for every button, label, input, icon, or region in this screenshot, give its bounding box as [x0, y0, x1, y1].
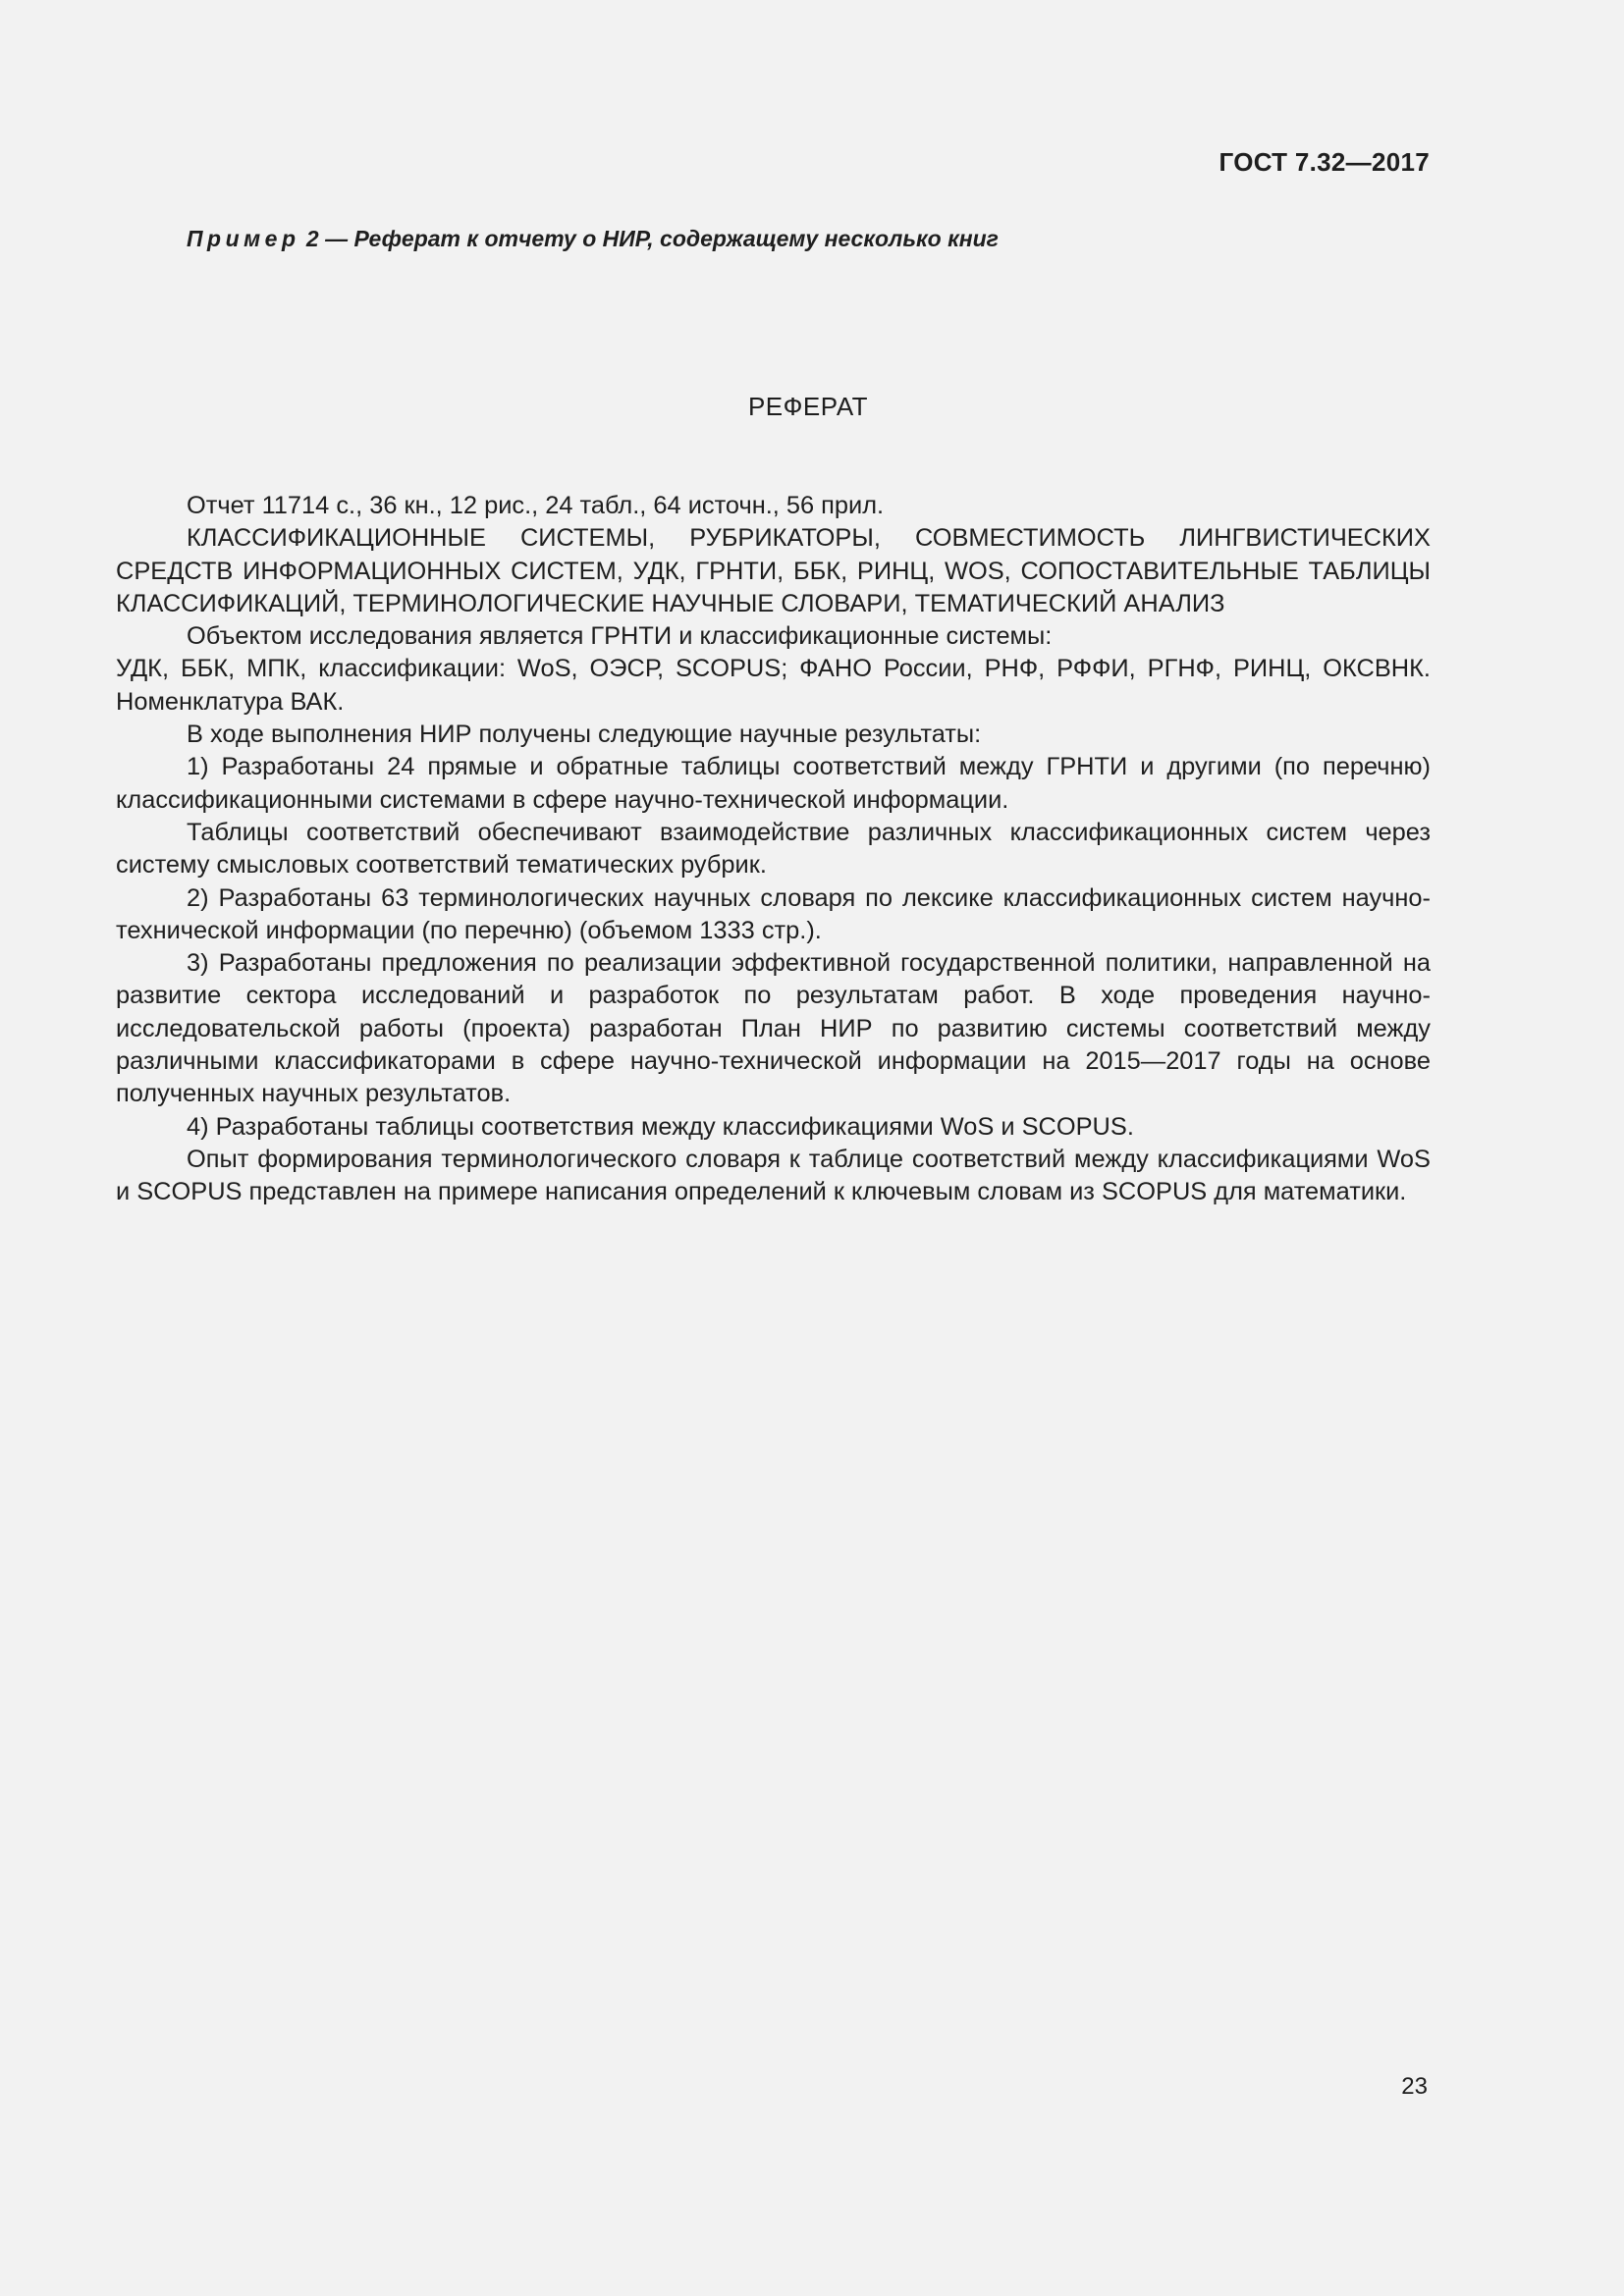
result-4-paragraph: 4) Разработаны таблицы соответствия между классификациями WoS и SCOPUS. [187, 1112, 1134, 1141]
abstract-body [116, 490, 1431, 1209]
tables-paragraph: Таблицы соответствий обеспечивают взаимодействие различных классификационных систем через систему смысловых соответствий тематических рубрик. [116, 818, 1431, 880]
keywords-paragraph: КЛАССИФИКАЦИОННЫЕ СИСТЕМЫ, РУБРИКАТОРЫ, СОВМЕСТИМОСТЬ ЛИНГВИСТИЧЕСКИХ СРЕДСТВ ИНФОРМАЦИОННЫХ СИСТЕМ, УДК, ГРНТИ, ББК, РИНЦ, WOS, СОПОСТАВИТЕЛЬНЫЕ ТАБЛИЦЫ КЛАССИФИКАЦИЙ, ТЕРМИНОЛОГИЧЕСКИЕ НАУЧНЫЕ СЛОВАРИ, ТЕМАТИЧЕСКИЙ АНАЛИЗ [116, 524, 1431, 617]
example-text: 2 — Реферат к отчету о НИР, содержащему несколько книг [299, 226, 999, 251]
example-caption [187, 226, 999, 252]
classification-list-paragraph: УДК, ББК, МПК, классификации: WoS, ОЭСР, SCOPUS; ФАНО России, РНФ, РФФИ, РГНФ, РИНЦ, ОКСВНК. Номенклатура ВАК. [116, 655, 1431, 716]
result-1-paragraph: 1) Разработаны 24 прямые и обратные таблицы соответствий между ГРНТИ и другими (по перечню) классификационными системами в сфере научно-технической информации. [116, 753, 1431, 814]
example-label: Пример [187, 226, 300, 251]
abstract-title: РЕФЕРАТ [747, 392, 869, 421]
research-object-paragraph: Объектом исследования является ГРНТИ и классификационные системы: [187, 622, 1053, 651]
report-volume-line: Отчет 11714 с., 36 кн., 12 рис., 24 табл., 64 источн., 56 прил. [187, 492, 885, 519]
page-number: 23 [1401, 2073, 1428, 2100]
results-intro-paragraph: В ходе выполнения НИР получены следующие научные результаты: [187, 721, 982, 749]
result-3-paragraph: 3) Разработаны предложения по реализации эффективной государственной политики, направленной на развитие сектора исследований и разработок по результатам работ. В ходе проведения научно-исследовательской работы (проекта) разработан План НИР по развитию системы соответствий между различными классификаторами в сфере научно-технической информации на 2015—2017 годы на основе полученных научных результатов. [116, 949, 1431, 1108]
experience-paragraph: Опыт формирования терминологического словаря к таблице соответствий между классификациями WoS и SCOPUS представлен на примере написания определений к ключевым словам из SCOPUS для математики. [116, 1145, 1431, 1206]
result-2-paragraph: 2) Разработаны 63 терминологических научных словаря по лексике классификационных систем научно-технической информации (по перечню) (объемом 1333 стр.). [116, 883, 1431, 944]
standard-code: ГОСТ 7.32—2017 [1218, 147, 1430, 177]
